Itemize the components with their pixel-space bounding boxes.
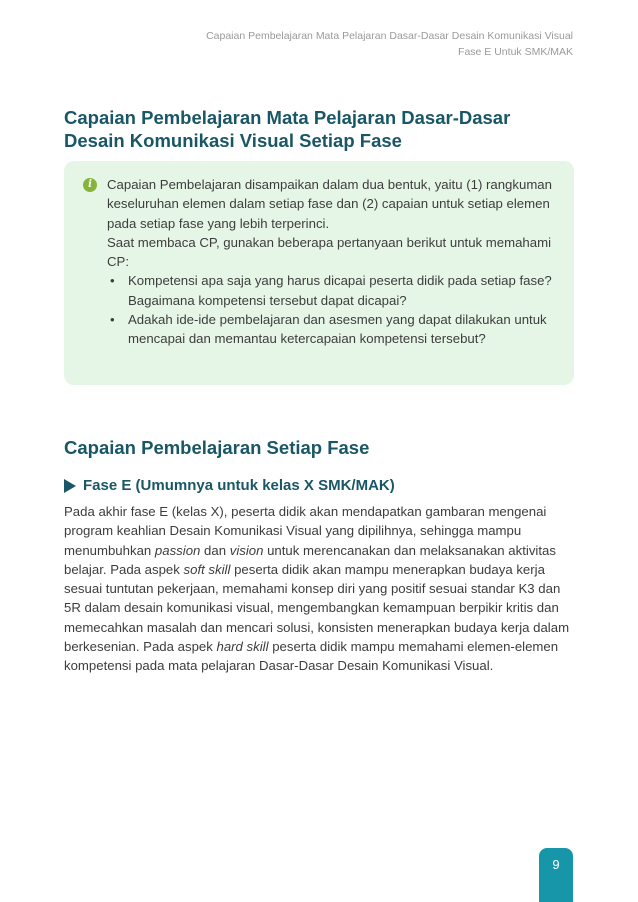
info-box xyxy=(64,161,574,385)
phase-subheading xyxy=(64,476,395,496)
page-number: 9 xyxy=(539,848,573,902)
list-item-question: • Kompetensi apa saja yang harus dicapai peserta didik pada setiap fase? xyxy=(128,273,552,289)
body-emphasis: hard skill xyxy=(216,639,269,655)
info-question-list xyxy=(107,271,552,348)
list-item xyxy=(128,310,552,349)
triangle-right-icon xyxy=(64,479,76,493)
body-paragraph xyxy=(64,502,579,676)
list-item-question: • Adakah ide-ide pembelajaran dan asesmen yang dapat dilakukan untuk mencapai dan memantau ketercapaian kompetensi tersebut? xyxy=(128,312,547,347)
body-text: peserta didik mampu memahami elemen-elemen kompetensi pada mata pelajaran Dasar-Dasar Desain Komunikasi Visual. xyxy=(64,639,559,674)
info-text xyxy=(107,175,552,349)
info-icon: i xyxy=(83,178,97,192)
section-title: Capaian Pembelajaran Setiap Fase xyxy=(64,437,370,458)
body-text: dan xyxy=(200,542,230,558)
running-header xyxy=(206,28,573,60)
body-text: peserta didik akan mampu menerapkan budaya kerja sesuai tuntutan pekerjaan, memahami konsep diri yang positif sesuai standar K3 dan 5R dalam desain komunikasi visual, mengembangkan kemampuan berpikir kritis dan memecahkan masalah dan mencari solusi, konsisten menerapkan budaya kerja dalam berkesenian. Pada aspek xyxy=(64,561,570,655)
running-header-title: Capaian Pembelajaran Mata Pelajaran Dasar-Dasar Desain Komunikasi Visual xyxy=(206,30,573,42)
running-header-subtitle: Fase E Untuk SMK/MAK xyxy=(458,46,573,58)
phase-subheading-label: Fase E (Umumnya untuk kelas X SMK/MAK) xyxy=(83,477,395,494)
list-item-question-followup: Bagaimana kompetensi tersebut dapat dicapai? xyxy=(128,292,407,308)
info-paragraph-2: Saat membaca CP, gunakan beberapa pertanyaan berikut untuk memahami CP: xyxy=(107,234,552,270)
info-paragraph-1: Capaian Pembelajaran disampaikan dalam dua bentuk, yaitu (1) rangkuman keseluruhan elemen dalam setiap fase dan (2) capaian untuk setiap elemen pada setiap fase yang lebih terperinci. xyxy=(107,177,552,231)
body-emphasis: soft skill xyxy=(183,561,231,577)
body-emphasis: passion xyxy=(154,542,201,558)
body-text: Pada akhir fase E (kelas X), peserta didik akan mendapatkan gambaran mengenai program keahlian Desain Komunikasi Visual yang dipilihnya, sehingga mampu menumbuhkan xyxy=(64,504,547,558)
body-emphasis: vision xyxy=(229,542,264,558)
list-item xyxy=(128,271,552,310)
main-title: Capaian Pembelajaran Mata Pelajaran Dasar-Dasar Desain Komunikasi Visual Setiap Fase xyxy=(64,107,511,151)
body-text: untuk merencanakan dan melaksanakan aktivitas belajar. Pada aspek xyxy=(64,542,556,577)
